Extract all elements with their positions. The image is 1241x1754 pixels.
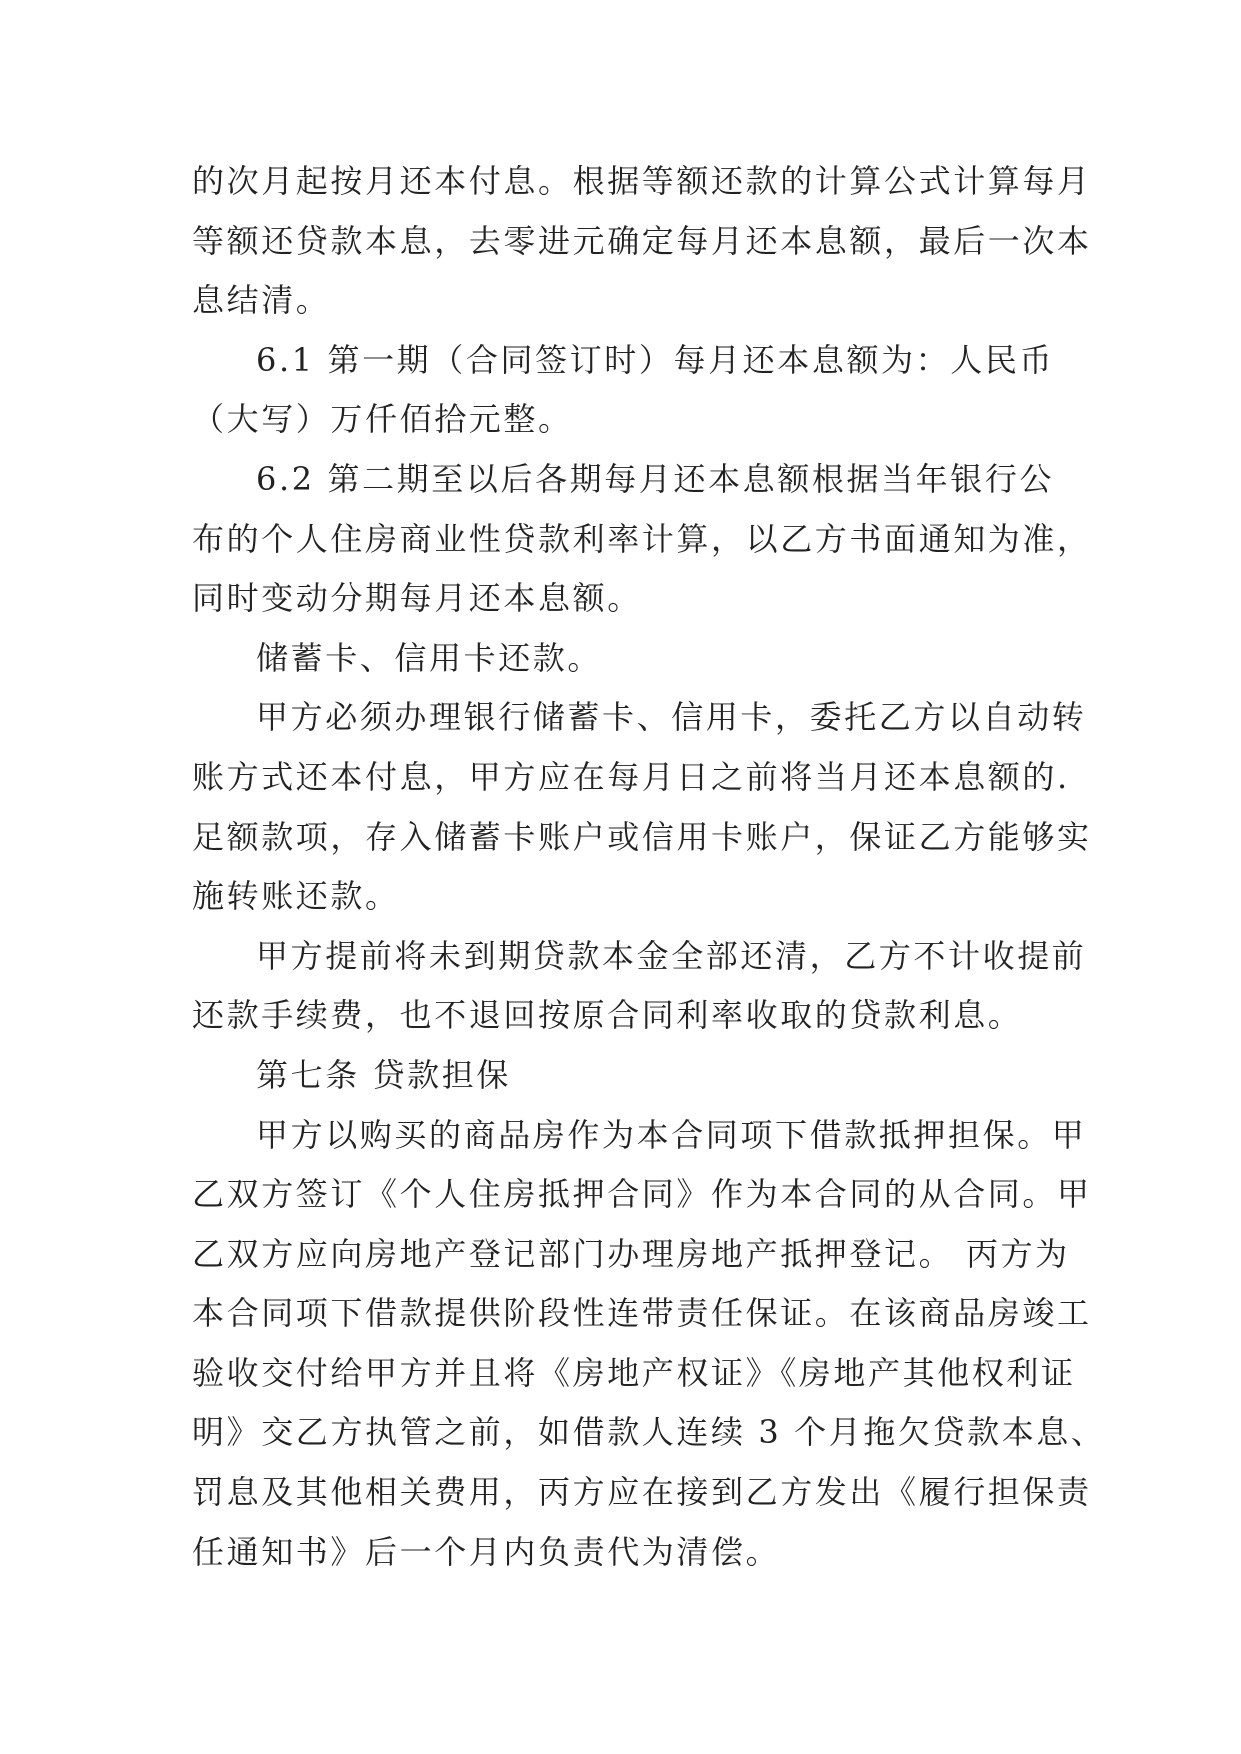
- text-line: 息结清。: [192, 281, 331, 320]
- paragraph-card-repayment-heading: [192, 629, 1054, 689]
- text-line: 乙双方签订《个人住房抵押合同》作为本合同的从合同。甲: [192, 1175, 1092, 1214]
- paragraph-loan-guarantee: [192, 1106, 1106, 1583]
- section-heading-article-7: [192, 1046, 1054, 1106]
- text-line: 等额还贷款本息，去零进元确定每月还本息额，最后一次本: [192, 221, 1092, 260]
- text-line: 明》交乙方执管之前，如借款人连续 3 个月拖欠贷款本息、: [192, 1413, 1106, 1452]
- paragraph-clause-6-1: [192, 331, 1054, 450]
- text-line: 乙双方应向房地产登记部门办理房地产抵押登记。 丙方为: [192, 1234, 1070, 1273]
- paragraph-card-repayment: [192, 688, 1092, 926]
- text-line: 储蓄卡、信用卡还款。: [256, 638, 603, 677]
- document-body: [192, 152, 1106, 1582]
- text-line: 6.1 第一期（合同签订时）每月还本息额为：人民币: [256, 340, 1055, 379]
- text-line: 同时变动分期每月还本息额。: [192, 579, 642, 618]
- text-line: 6.2 第二期至以后各期每月还本息额根据当年银行公: [256, 459, 1055, 498]
- paragraph-repayment-formula: [192, 152, 1092, 331]
- text-line: （大写）万仟佰拾元整。: [192, 400, 573, 439]
- paragraph-clause-6-2: [192, 450, 1092, 629]
- text-line: 甲方提前将未到期贷款本金全部还清，乙方不计收提前: [256, 936, 1087, 975]
- paragraph-early-repayment: [192, 927, 1087, 1046]
- text-line: 本合同项下借款提供阶段性连带责任保证。在该商品房竣工: [192, 1294, 1092, 1333]
- text-line: 施转账还款。: [192, 877, 400, 916]
- text-line: 验收交付给甲方并且将《房地产权证》《房地产其他权利证: [192, 1353, 1076, 1392]
- text-line: 足额款项，存入储蓄卡账户或信用卡账户，保证乙方能够实: [192, 817, 1092, 856]
- text-line: 任通知书》后一个月内负责代为清偿。: [192, 1532, 781, 1571]
- text-line: 罚息及其他相关费用，丙方应在接到乙方发出《履行担保责: [192, 1473, 1092, 1512]
- text-line: 的次月起按月还本付息。根据等额还款的计算公式计算每月: [192, 162, 1092, 200]
- text-line: 甲方必须办理银行储蓄卡、信用卡，委托乙方以自动转: [256, 698, 1087, 737]
- text-line: 还款手续费，也不退回按原合同利率收取的贷款利息。: [192, 996, 1023, 1035]
- section-heading: 第七条 贷款担保: [256, 1055, 511, 1094]
- text-line: 甲方以购买的商品房作为本合同项下借款抵押担保。甲: [256, 1115, 1087, 1154]
- text-line: 账方式还本付息，甲方应在每月日之前将当月还本息额的.: [192, 757, 1070, 796]
- text-line: 布的个人住房商业性贷款利率计算，以乙方书面通知为准，: [192, 519, 1092, 558]
